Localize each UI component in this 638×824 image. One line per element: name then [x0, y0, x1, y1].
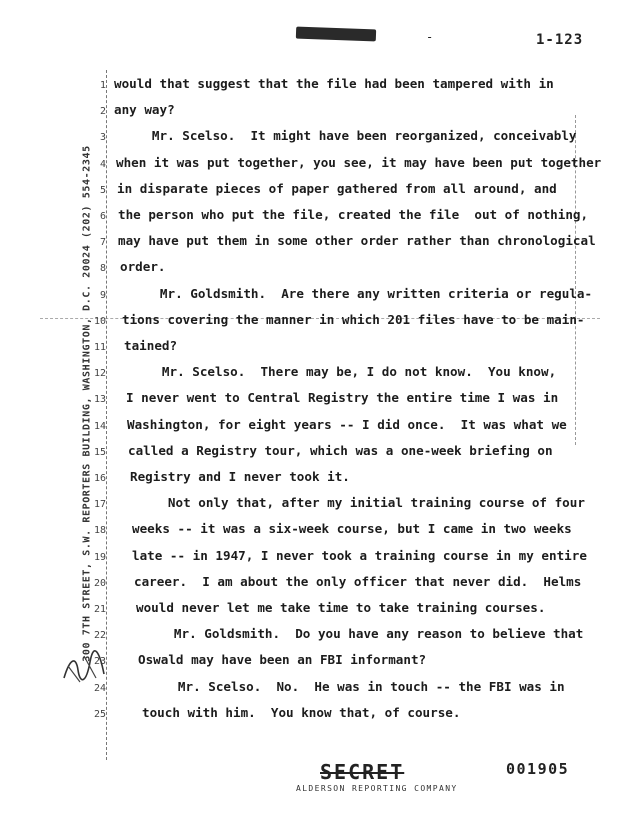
- redacted-header-stamp: [296, 27, 376, 42]
- line-number: 21: [93, 604, 106, 615]
- document-number: 001905: [506, 760, 570, 778]
- transcript-line: Mr. Scelso. It might have been reorganized, conceivably: [114, 128, 577, 144]
- line-number: 19: [93, 551, 106, 563]
- secret-stamp: SECRET: [320, 760, 405, 784]
- line-number: 8: [99, 263, 106, 275]
- line-number: 3: [99, 132, 106, 144]
- transcript-line: touch with him. You know that, of course.: [142, 704, 461, 720]
- line-number: 5: [99, 184, 106, 196]
- transcript-line: career. I am about the only officer that never did. Helms: [134, 573, 582, 589]
- line-number: 22: [93, 630, 106, 642]
- transcript-line: Registry and I never took it.: [130, 469, 350, 484]
- transcript-line: in disparate pieces of paper gathered from all around, and: [117, 180, 557, 196]
- line-number: 10: [93, 315, 106, 327]
- line-number: 15: [93, 446, 106, 458]
- line-number: 2: [99, 106, 106, 118]
- transcript-line: order.: [120, 259, 166, 275]
- header-dash: -: [426, 30, 434, 44]
- line-number: 6: [99, 211, 106, 222]
- transcript-line: I never went to Central Registry the entire time I was in: [126, 390, 559, 406]
- transcript-line: any way?: [114, 102, 175, 118]
- line-number: 17: [93, 499, 106, 511]
- line-number: 1: [99, 80, 106, 91]
- line-number: 16: [93, 473, 106, 484]
- transcript-line: weeks -- it was a six-week course, but I came in two weeks: [132, 521, 572, 537]
- line-number: 4: [99, 158, 106, 170]
- transcript-line: may have put them in some other order rather than chronological: [118, 233, 596, 249]
- transcript-line: Mr. Scelso. No. He was in touch -- the FBI was in: [140, 678, 565, 694]
- transcript-line: when it was put together, you see, it may have been put together: [116, 154, 602, 170]
- transcript-line: tions covering the manner in which 201 files have to be main-: [122, 311, 585, 327]
- line-number: 18: [93, 525, 106, 537]
- transcript-line: the person who put the file, created the file out of nothing,: [118, 207, 589, 222]
- line-number: 9: [99, 289, 106, 301]
- reporter-address-sidebar: 300 7TH STREET, S.W. REPORTERS BUILDING, WASHINGTON, D.C. 20024 (202) 554-2345: [81, 145, 93, 662]
- line-number: 11: [93, 342, 106, 353]
- transcript-line: would never let me take time to take training courses.: [136, 600, 546, 615]
- line-number: 25: [93, 708, 106, 720]
- transcript-line: called a Registry tour, which was a one-week briefing on: [128, 442, 553, 458]
- transcript-line: Mr. Goldsmith. Are there any written criteria or regula-: [122, 285, 593, 301]
- line-number: 20: [93, 577, 106, 589]
- transcript-line: Washington, for eight years -- I did once. It was what we: [127, 416, 567, 432]
- transcript-line: would that suggest that the file had been tampered with in: [114, 76, 554, 91]
- line-number: 14: [93, 420, 106, 432]
- transcript-line: late -- in 1947, I never took a training course in my entire: [132, 547, 587, 563]
- transcript-line: Mr. Scelso. There may be, I do not know. You know,: [124, 364, 557, 380]
- handwritten-initials: [60, 648, 108, 688]
- line-number: 13: [93, 394, 106, 406]
- page-number: 1-123: [536, 32, 584, 48]
- line-number: 12: [93, 368, 106, 380]
- transcript-line: Oswald may have been an FBI informant?: [138, 652, 427, 668]
- line-number: 23: [93, 656, 106, 668]
- transcript-line: Not only that, after my initial training course of four: [130, 495, 585, 511]
- reporting-company: ALDERSON REPORTING COMPANY: [296, 784, 458, 793]
- transcript-line: Mr. Goldsmith. Do you have any reason to believe that: [136, 626, 584, 642]
- line-number: 24: [93, 682, 106, 694]
- line-number: 7: [99, 237, 106, 249]
- transcript-line: tained?: [124, 338, 178, 353]
